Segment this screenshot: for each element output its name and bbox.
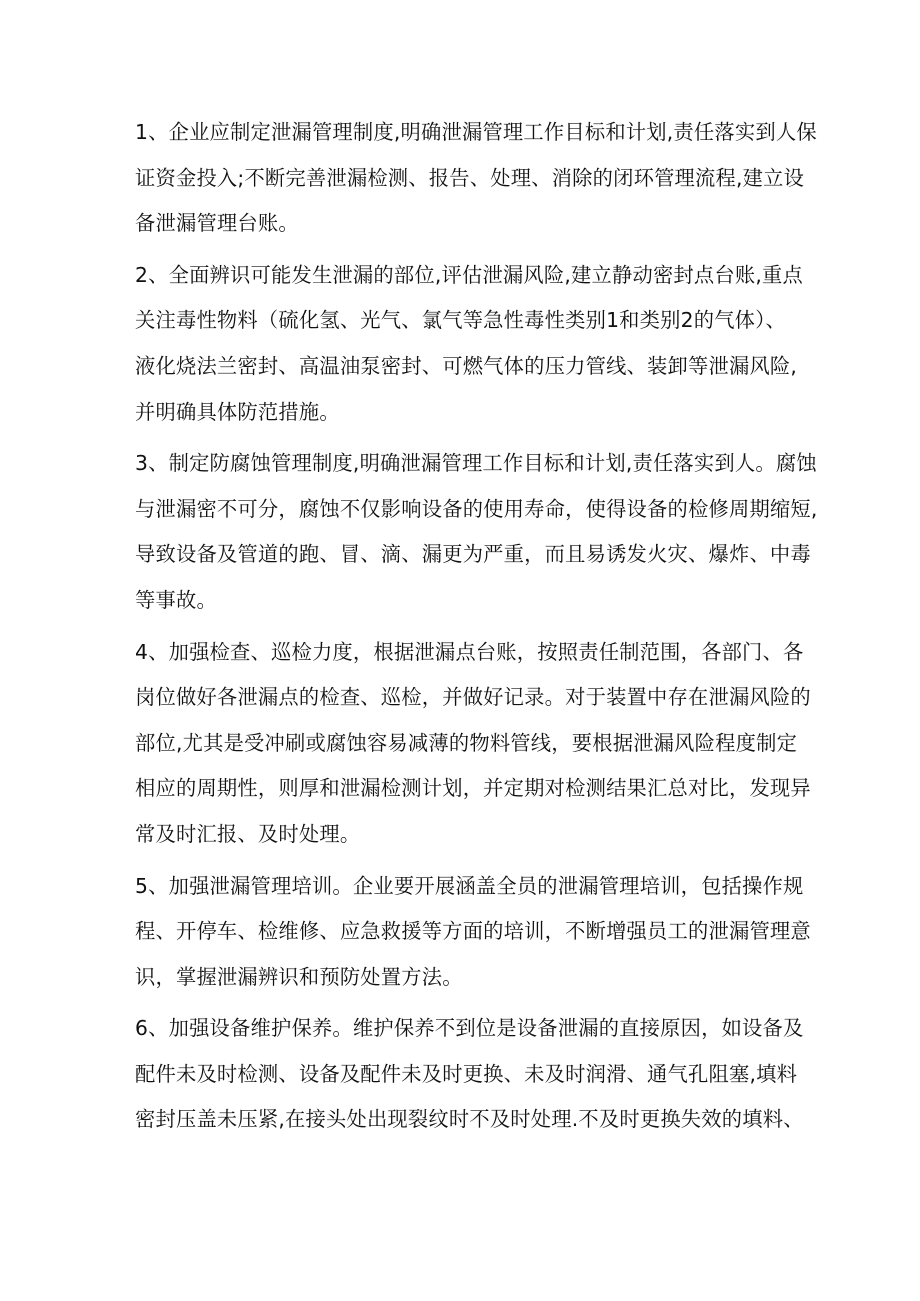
paragraph-3 [135,441,818,623]
paragraph-line: 岗位做好各泄漏点的检查、巡检，并做好记录。对于装置中存在泄漏风险的 [135,685,811,710]
paragraph-line: 液化烧法兰密封、高温油泵密封、可燃气体的压力管线、装卸等泄漏风险, [135,353,798,378]
paragraph-4 [135,630,811,858]
paragraph-6 [135,1006,804,1143]
paragraph-line: 关注毒性物料（硫化氢、光气、氯气等急性毒性类别1和类别2的气体）、 [135,308,786,333]
paragraph-line: 导致设备及管道的跑、冒、滴、漏更为严重，而且易诱发火灾、爆炸、中毒 [135,542,811,567]
paragraph-2 [135,253,803,435]
paragraph-line: 程、开停车、检维修、应急救援等方面的培训，不断增强员工的泄漏管理意 [135,919,811,944]
paragraph-line: 备泄漏管理台账。 [135,211,299,236]
paragraph-line: 识，掌握泄漏辨识和预防处置方法。 [135,964,463,989]
paragraph-line: 密封压盖未压紧,在接头处出现裂纹时不及时处理.不及时更换失效的填料、 [135,1107,804,1132]
paragraph-line: 5、加强泄漏管理培训。企业要开展涵盖全员的泄漏管理培训，包括操作规 [135,873,804,898]
document-body [135,110,818,1149]
paragraph-line: 常及时汇报、及时处理。 [135,821,361,846]
paragraph-line: 配件未及时检测、设备及配件未及时更换、未及时润滑、通气孔阻塞,填料 [135,1061,798,1086]
paragraph-line: 3、制定防腐蚀管理制度,明确泄漏管理工作目标和计划,责任落实到人。腐蚀 [135,451,817,476]
paragraph-line: 4、加强检查、巡检力度，根据泄漏点台账，按照责任制范围，各部门、各 [135,639,804,664]
paragraph-line: 1、企业应制定泄漏管理制度,明确泄漏管理工作目标和计划,责任落实到人保 [135,120,817,144]
paragraph-line: 与泄漏密不可分，腐蚀不仅影响设备的使用寿命，使得设备的检修周期缩短, [135,496,818,521]
paragraph-line: 部位,尤其是受冲刷或腐蚀容易减薄的物料管线，要根据泄漏风险程度制定 [135,730,798,755]
paragraph-line: 并明确具体防范措施。 [135,399,340,424]
paragraph-line: 证资金投入;不断完善泄漏检测、报告、处理、消除的闭环管理流程,建立设 [135,165,805,190]
paragraph-5 [135,864,811,1001]
paragraph-line: 相应的周期性，则厚和泄漏检测计划，并定期对检测结果汇总对比，发现异 [135,776,811,801]
paragraph-line: 等事故。 [135,587,217,612]
paragraph-line: 2、全面辨识可能发生泄漏的部位,评估泄漏风险,建立静动密封点台账,重点 [135,262,803,287]
paragraph-1 [135,110,817,247]
paragraph-line: 6、加强设备维护保养。维护保养不到位是设备泄漏的直接原因，如设备及 [135,1016,804,1041]
